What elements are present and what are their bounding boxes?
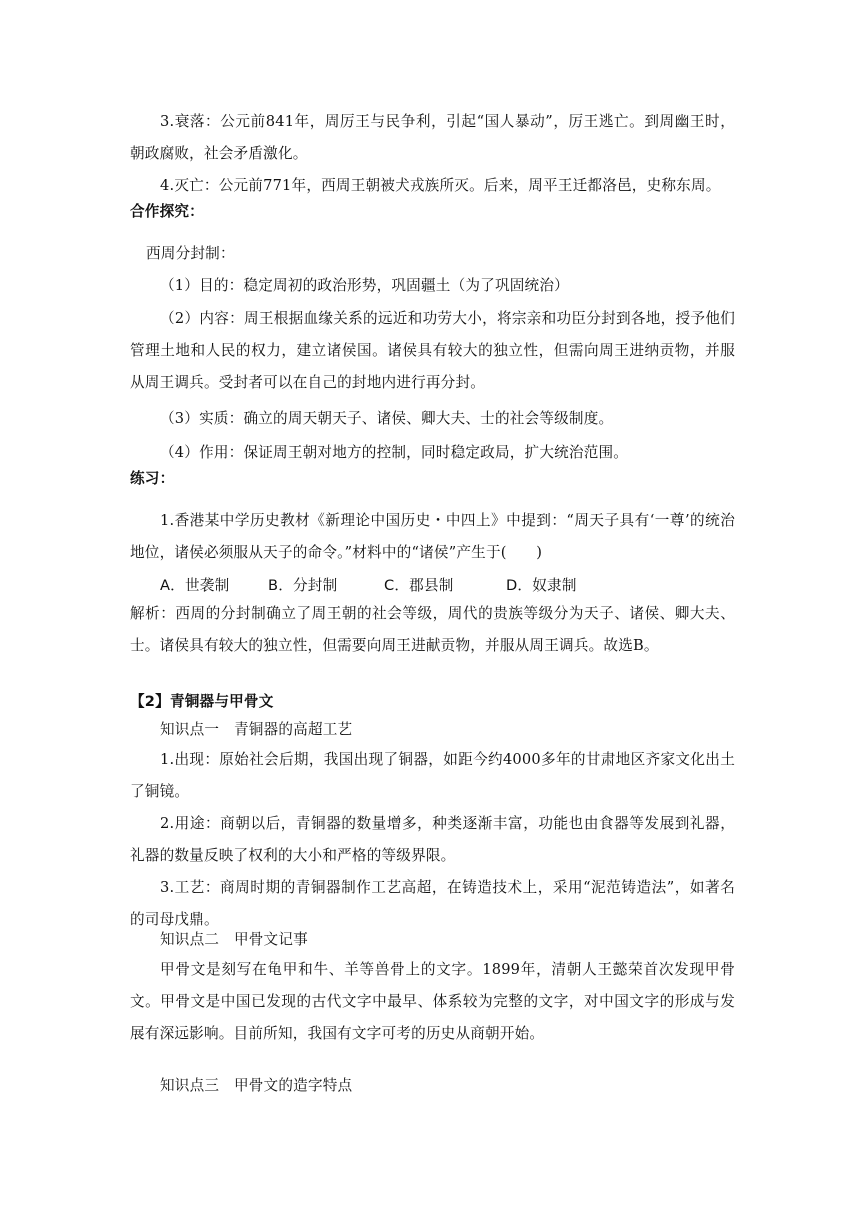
option-a: A．世袭制	[160, 577, 230, 594]
question-text: 1.香港某中学历史教材《新理论中国历史・中四上》中提到：“周天子具有‘一尊’的统治地位，诸侯必须服从天子的命令。”材料中的“诸侯”产生于( )	[130, 512, 735, 561]
paragraph-decline: 3.衰落：公元前841年，周厉王与民争利，引起“国人暴动”，厉王逃亡。到周幽王时，朝政腐败，社会矛盾激化。	[130, 113, 735, 162]
paragraph-fall: 4.灭亡：公元前771年，西周王朝被犬戎族所灭。后来，周平王迁都洛邑，史称东周。	[160, 177, 721, 194]
kp2-text: 甲骨文是刻写在龟甲和牛、羊等兽骨上的文字。1899年，清朝人王懿荣首次发现甲骨文。甲骨文是中国已发现的古代文字中最早、体系较为完整的文字，对中国文字的形成与发展有深远影响。目前所知，我国有文字可考的历史从商朝开始。	[130, 961, 735, 1042]
option-d: D．奴隶制	[506, 577, 577, 594]
paragraph-purpose: （1）目的：稳定周初的政治形势，巩固疆土（为了巩固统治）	[160, 277, 569, 294]
paragraph-content: （2）内容：周王根据血缘关系的远近和功劳大小，将宗亲和功臣分封到各地，授予他们管理土地和人民的权力，建立诸侯国。诸侯具有较大的独立性，但需向周王进纳贡物，并服从周王调兵。受封者可以在自己的封地内进行再分封。	[130, 310, 735, 391]
paragraph-effect: （4）作用：保证周王朝对地方的控制，同时稳定政局，扩大统治范围。	[160, 444, 629, 461]
heading-bronze-oracle: 【2】青铜器与甲骨文	[130, 693, 274, 710]
heading-practice: 练习：	[130, 470, 175, 487]
analysis-text: 解析：西周的分封制确立了周王朝的社会等级，周代的贵族等级分为天子、诸侯、卿大夫、士。诸侯具有较大的独立性，但需要向周王进献贡物，并服从周王调兵。故选B。	[130, 605, 735, 654]
paragraph-fengjian-title: 西周分封制：	[146, 245, 235, 262]
kp1-item-craft: 3.工艺：商周时期的青铜器制作工艺高超，在铸造技术上，采用“泥范铸造法”，如著名的司母戊鼎。	[130, 879, 735, 928]
option-b: B．分封制	[268, 577, 338, 594]
knowledge-point-3-title: 知识点三 甲骨文的造字特点	[160, 1077, 353, 1094]
option-c: C．郡县制	[384, 577, 454, 594]
kp1-item-usage: 2.用途：商朝以后，青铜器的数量增多，种类逐渐丰富，功能也由食器等发展到礼器，礼器的数量反映了权利的大小和严格的等级界限。	[130, 815, 735, 864]
heading-cooperative-inquiry: 合作探究：	[130, 203, 204, 220]
kp1-item-appearance: 1.出现：原始社会后期，我国出现了铜器，如距今约4000多年的甘肃地区齐家文化出土了铜镜。	[130, 751, 735, 800]
knowledge-point-1-title: 知识点一 青铜器的高超工艺	[160, 721, 353, 738]
paragraph-essence: （3）实质：确立的周天朝天子、诸侯、卿大夫、士的社会等级制度。	[160, 410, 614, 427]
knowledge-point-2-title: 知识点二 甲骨文记事	[160, 931, 308, 948]
